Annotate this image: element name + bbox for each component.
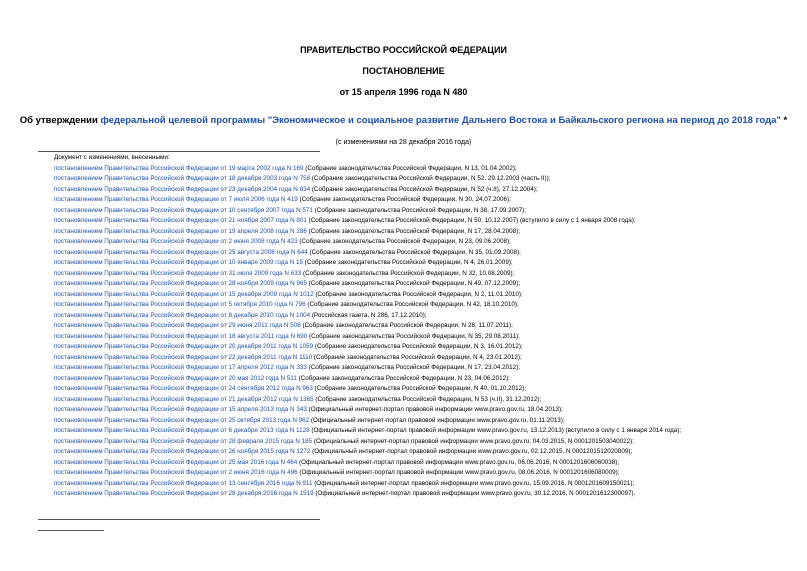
amendment-item (38, 458, 774, 469)
amendment-link[interactable]: постановлением Правительства Российской Федерации от 2 июня 2016 года N 496 (54, 469, 298, 476)
amendment-item (38, 468, 774, 479)
amendment-source: (Собрание законодательства Российской Федерации, N 35, 01.09.2008); (307, 248, 521, 256)
amendment-link[interactable]: постановлением Правительства Российской Федерации от 8 декабря 2010 года N 1004 (54, 311, 311, 319)
issuing-authority: ПРАВИТЕЛЬСТВО РОССИЙСКОЙ ФЕДЕРАЦИИ (300, 45, 507, 55)
amendment-source: (Официальный интернет-портал правовой информации www.pravo.gov.ru, 01.11.2013); (309, 416, 565, 424)
amendment-source: (Официальный интернет-портал правовой информации www.pravo.gov.ru, 30.12.2016, N 0001201612300097). (313, 490, 636, 497)
amendment-link[interactable]: постановлением Правительства Российской Федерации от 25 октября 2013 года N 962 (54, 416, 310, 424)
amendment-item (38, 342, 774, 353)
amendment-item (38, 321, 774, 332)
amendment-item (38, 416, 774, 427)
amendment-link[interactable]: постановлением Правительства Российской Федерации от 25 мая 2016 года N 464 (54, 458, 298, 466)
amendment-source: (Собрание законодательства Российской Федерации, N 17, 28.04.2008); (306, 227, 520, 235)
amendment-source: (Официальный интернет-портал правовой информации www.pravo.gov.ru, 15.09.2016, N 0001201609150021); (312, 479, 635, 487)
amendment-link[interactable]: постановлением Правительства Российской Федерации от 29 июня 2011 года N 508 (54, 322, 301, 329)
amendment-source: (Собрание законодательства Российской Федерации, N 28, 11.07.2011); (300, 322, 513, 329)
amendment-source: (Собрание законодательства Российской Федерации, N 4, 26.01.2009); (303, 259, 513, 266)
amendment-source: (Официальный интернет-портал правовой информации www.pravo.gov.ru, 06.06.2016, N 0001201606060038); (297, 458, 620, 466)
amendment-link[interactable]: постановлением Правительства Российской Федерации от 6 декабря 2013 года N 1128 (54, 427, 310, 434)
amendment-item (38, 395, 774, 406)
amendment-source: (Собрание законодательства Российской Федерации, N 53 (ч.II), 31.12.2012); (313, 395, 542, 403)
amendment-link[interactable]: постановлением Правительства Российской Федерации от 10 сентября 2007 года N 571 (54, 206, 313, 214)
amendment-source: (Собрание законодательства Российской Федерации, N 13, 01.04.2002); (303, 164, 517, 172)
amendment-item (38, 206, 774, 217)
divider-top (38, 151, 320, 152)
amendment-link[interactable]: постановлением Правительства Российской Федерации от 15 апреля 2013 года N 343 (54, 406, 307, 413)
amendment-link[interactable]: постановлением Правительства Российской Федерации от 23 декабря 2004 года N 834 (54, 185, 311, 193)
amendment-source: (Собрание законодательства Российской Федерации, N 49, 07.12.2009); (306, 280, 520, 287)
amendment-link[interactable]: постановлением Правительства Российской Федерации от 22 декабря 2011 года N 1110 (54, 353, 313, 361)
document-date-number: от 15 апреля 1996 года N 480 (339, 87, 468, 97)
amendment-link[interactable]: постановлением Правительства Российской Федерации от 7 июля 2006 года N 419 (54, 196, 298, 203)
amendment-item (38, 332, 774, 343)
amendment-source: (Собрание законодательства Российской Федерации, N 17, 23.04.2012); (306, 364, 520, 371)
amendment-item (38, 384, 774, 395)
amendment-item (38, 353, 774, 364)
amendment-source: (Собрание законодательства Российской Федерации, N 35, 29.08.2011); (307, 332, 520, 340)
amendment-source: (Собрание законодательства Российской Федерации, N 38, 17.09.2007); (312, 206, 527, 214)
amendment-item (38, 258, 774, 269)
amendment-item (38, 248, 774, 259)
amendment-source: (Официальный интернет-портал правовой информации www.pravo.gov.ru, 13.12.2013) (вступило в силу с 1 января 2014 года); (309, 427, 682, 434)
amendment-link[interactable]: постановлением Правительства Российской Федерации от 24 сентября 2012 года N 963 (54, 385, 313, 392)
amendment-link[interactable]: постановлением Правительства Российской Федерации от 2 июня 2008 года N 423 (54, 238, 298, 245)
amendment-item (38, 164, 774, 175)
amendment-source: (Собрание законодательства Российской Федерации, N 23, 04.06.2012); (296, 374, 510, 382)
amendment-item (38, 447, 774, 458)
amendment-link[interactable]: постановлением Правительства Российской Федерации от 20 мая 2012 года N 511 (54, 374, 297, 382)
amendment-link[interactable]: постановлением Правительства Российской Федерации от 28 ноября 2009 года N 965 (54, 280, 307, 287)
amendment-source: (Собрание законодательства Российской Федерации, N 3, 16.01.2012); (313, 343, 523, 350)
amendment-source: (Собрание законодательства Российской Федерации, N 52 (ч.II), 27.12.2004); (310, 185, 538, 193)
divider-bottom (38, 519, 320, 520)
amendment-source: (Собрание законодательства Российской Федерации, N 4, 23.01.2012); (312, 353, 522, 361)
amendment-link[interactable]: постановлением Правительства Российской Федерации от 28 февраля 2015 года N 185 (54, 437, 313, 445)
amendment-item (38, 437, 774, 448)
amendment-link[interactable]: постановлением Правительства Российской Федерации от 19 апреля 2008 года N 286 (54, 227, 307, 235)
amendment-link[interactable]: постановлением Правительства Российской Федерации от 15 декабря 2009 года N 1012 (54, 290, 314, 298)
title-footnote-mark: * (780, 115, 788, 126)
amendment-link[interactable]: постановлением Правительства Российской Федерации от 31 июля 2009 года N 633 (54, 269, 302, 277)
amendment-source: (Официальный интернет-портал правовой информации www.pravo.gov.ru, 04.03.2015, N 0001201503040022); (312, 437, 634, 445)
amendment-item (38, 237, 774, 248)
amendment-source: (Собрание законодательства Российской Федерации, N 30, 24.07.2006); (297, 196, 511, 203)
amendment-link[interactable]: постановлением Правительства Российской Федерации от 25 августа 2008 года N 644 (54, 248, 308, 256)
amendment-item (38, 279, 774, 290)
amendment-item (38, 290, 774, 301)
amendment-link[interactable]: постановлением Правительства Российской Федерации от 19 марта 2002 года N 169 (54, 164, 304, 172)
amendment-source: (Официальный интернет-портал правовой информации www.pravo.gov.ru, 08.06.2016, N 0001201606080009); (297, 469, 620, 476)
amendment-link[interactable]: постановлением Правительства Российской Федерации от 21 декабря 2012 года N 1365 (54, 395, 314, 403)
amendment-link[interactable]: постановлением Правительства Российской Федерации от 21 ноября 2007 года N 801 (54, 217, 307, 224)
amendment-link[interactable]: постановлением Правительства Российской Федерации от 20 декабря 2011 года N 1059 (54, 343, 314, 350)
amendment-item (38, 363, 774, 374)
amendment-item (38, 269, 774, 280)
revision-note: (с изменениями на 28 декабря 2016 года) (335, 139, 472, 146)
amendment-link[interactable]: постановлением Правительства Российской Федерации от 10 января 2009 года N 15 (54, 259, 304, 266)
amendment-item (38, 426, 774, 437)
amendment-source: (Собрание законодательства Российской Федерации, N 2, 11.01.2010); (313, 290, 523, 298)
amendment-link[interactable]: постановлением Правительства Российской Федерации от 13 сентября 2016 года N 911 (54, 479, 313, 487)
amendment-link[interactable]: постановлением Правительства Российской Федерации от 17 апреля 2012 года N 333 (54, 364, 307, 371)
amendment-source: (Собрание законодательства Российской Федерации, N 52, 29.12.2003 (часть II)); (310, 175, 551, 182)
amendment-item (38, 489, 774, 500)
amendments-intro: Документ с изменениями, внесенными: (54, 154, 170, 161)
amendment-source: (Официальный интернет-портал правовой информации www.pravo.gov.ru, 18.04.2013); (306, 406, 563, 413)
amendment-item (38, 405, 774, 416)
amendment-source: (Собрание законодательства Российской Федерации, N 50, 10.12.2007) (вступило в силу с 1 января 2008 года); (306, 217, 636, 224)
amendment-item (38, 300, 774, 311)
amendment-source: (Собрание законодательства Российской Федерации, N 32, 10.08.2009); (301, 269, 515, 277)
amendment-item (38, 216, 774, 227)
amendment-item (38, 311, 774, 322)
amendment-link[interactable]: постановлением Правительства Российской Федерации от 28 декабря 2016 года N 1519 (54, 490, 314, 497)
amendment-link[interactable]: постановлением Правительства Российской Федерации от 5 октября 2010 года N 796 (54, 301, 306, 308)
amendment-link[interactable]: постановлением Правительства Российской Федерации от 18 августа 2011 года N 690 (54, 332, 308, 340)
document-type: ПОСТАНОВЛЕНИЕ (362, 66, 445, 76)
amendment-source: (Официальный интернет-портал правовой информации www.pravo.gov.ru, 02.12.2015, N 0001201512020009); (310, 448, 633, 455)
amendment-item (38, 185, 774, 196)
amendment-source: (Собрание законодательства Российской Федерации, N 23, 09.06.2008); (297, 238, 511, 245)
amendment-source: (Собрание законодательства Российской Федерации, N 42, 18.10.2010); (305, 301, 519, 308)
amendment-item (38, 374, 774, 385)
amendment-source: (Собрание законодательства Российской Федерации, N 40, 01.10.2012); (312, 385, 527, 392)
amendment-item (38, 227, 774, 238)
footnote-divider (38, 530, 104, 531)
amendment-link[interactable]: постановлением Правительства Российской Федерации от 18 декабря 2003 года N 758 (54, 175, 311, 182)
amendment-source: (Российская газета, N 286, 17.12.2010); (310, 311, 427, 319)
amendment-item (38, 479, 774, 490)
amendment-link[interactable]: постановлением Правительства Российской Федерации от 26 ноября 2015 года N 1272 (54, 448, 311, 455)
title-program-link[interactable]: федеральной целевой программы "Экономическое и социальное развитие Дальнего Востока и Байкальского региона на период до 2018 года" (100, 115, 781, 126)
document-title (0, 115, 807, 127)
amendment-item (38, 174, 774, 185)
amendment-item (38, 195, 774, 206)
title-prefix: Об утверждении (19, 115, 101, 126)
amendments-list (38, 153, 774, 500)
